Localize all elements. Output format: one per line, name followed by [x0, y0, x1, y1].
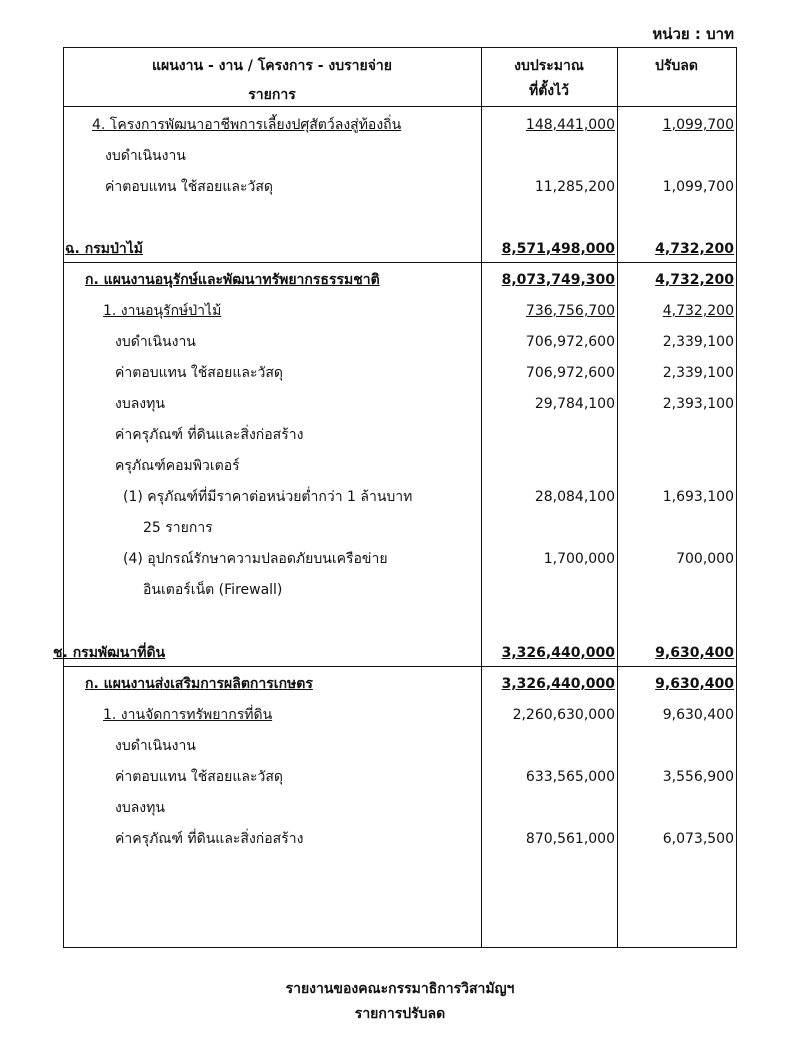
row-agri-plan-cut: 9,630,400 [655, 676, 734, 692]
header-cut: ปรับลด [655, 58, 698, 74]
footer-committee-report: รายงานของคณะกรรมาธิการวิสามัญฯ [285, 981, 515, 997]
row-forest-operating-label: งบดำเนินงาน [115, 334, 196, 350]
row-forest-investment-budget: 29,784,100 [534, 396, 615, 412]
row-livestock-compensation-budget: 11,285,200 [534, 179, 615, 195]
row-forest-investment-cut: 2,393,100 [662, 396, 734, 412]
row-land-management-label: 1. งานจัดการทรัพยากรที่ดิน [103, 707, 273, 723]
row-livestock-project-budget: 148,441,000 [525, 117, 615, 133]
row-forestry-dept-budget: 8,571,498,000 [501, 241, 615, 257]
unit-label: หน่วย : บาท [652, 25, 734, 43]
footer-cut-items: รายการปรับลด [354, 1006, 446, 1022]
row-livestock-operating-label: งบดำเนินงาน [105, 148, 186, 164]
row-land-operating-label: งบดำเนินงาน [115, 738, 196, 754]
row-forest-compensation-budget: 706,972,600 [525, 365, 615, 381]
header-plan-line1: แผนงาน - งาน / โครงการ - งบรายจ่าย [152, 58, 392, 74]
row-livestock-compensation-cut: 1,099,700 [662, 179, 734, 195]
row-livestock-project-label: 4. โครงการพัฒนาอาชีพการเลี้ยงปศุสัตว์ลงสู่ท้องถิ่น [92, 117, 402, 133]
row-conservation-plan-cut: 4,732,200 [655, 272, 734, 288]
header-bottom-border [63, 106, 737, 107]
header-budget-line2: ที่ตั้งไว้ [528, 83, 570, 99]
row-equipment-count-label: 25 รายการ [143, 520, 213, 536]
budget-table [53, 47, 737, 948]
row-land-equipment-label: ค่าครุภัณฑ์ ที่ดินและสิ่งก่อสร้าง [115, 831, 304, 847]
row-equipment-under-1m-label: (1) ครุภัณฑ์ที่มีราคาต่อหน่วยต่ำกว่า 1 ล้านบาท [123, 489, 413, 505]
row-land-equipment-cut: 6,073,500 [662, 831, 734, 847]
row-conservation-plan-budget: 8,073,749,300 [501, 272, 615, 288]
row-land-investment-label: งบลงทุน [115, 800, 165, 816]
row-land-equipment-budget: 870,561,000 [525, 831, 615, 847]
row-agri-plan-budget: 3,326,440,000 [501, 676, 615, 692]
row-forest-conservation-cut: 4,732,200 [662, 303, 734, 319]
row-forest-conservation-budget: 736,756,700 [525, 303, 615, 319]
row-equipment-under-1m-cut: 1,693,100 [662, 489, 734, 505]
row-land-dept-cut: 9,630,400 [655, 645, 734, 661]
header-plan-line2: รายการ [248, 87, 296, 103]
row-forest-operating-cut: 2,339,100 [662, 334, 734, 350]
row-land-management-budget: 2,260,630,000 [512, 707, 615, 723]
row-equipment-under-1m-budget: 28,084,100 [534, 489, 615, 505]
header-budget-line1: งบประมาณ [514, 58, 584, 74]
table-bottom-border [63, 947, 737, 948]
row-forest-operating-budget: 706,972,600 [525, 334, 615, 350]
row-firewall-label: อินเตอร์เน็ต (Firewall) [143, 582, 283, 598]
row-land-compensation-label: ค่าตอบแทน ใช้สอยและวัสดุ [115, 769, 283, 785]
row-computer-equipment-label: ครุภัณฑ์คอมพิวเตอร์ [115, 458, 240, 474]
row-forestry-dept-label: ฉ. กรมป่าไม้ [65, 241, 143, 257]
row-network-security-label: (4) อุปกรณ์รักษาความปลอดภัยบนเครือข่าย [123, 551, 388, 567]
row-land-dept-label: ช. กรมพัฒนาที่ดิน [53, 645, 166, 661]
row-agri-plan-label: ก. แผนงานส่งเสริมการผลิตการเกษตร [85, 676, 313, 692]
row-forest-compensation-cut: 2,339,100 [662, 365, 734, 381]
row-forest-compensation-label: ค่าตอบแทน ใช้สอยและวัสดุ [115, 365, 283, 381]
row-livestock-project-cut: 1,099,700 [662, 117, 734, 133]
left-border [63, 47, 64, 948]
row-conservation-plan-label: ก. แผนงานอนุรักษ์และพัฒนาทรัพยากรธรรมชาติ [85, 272, 380, 288]
row-forestry-dept-cut: 4,732,200 [655, 241, 734, 257]
table-top-border [63, 47, 737, 48]
row-land-compensation-budget: 633,565,000 [525, 769, 615, 785]
row-network-security-cut: 700,000 [676, 551, 734, 567]
row-livestock-compensation-label: ค่าตอบแทน ใช้สอยและวัสดุ [105, 179, 273, 195]
right-border [736, 47, 737, 948]
row-land-dept-budget: 3,326,440,000 [501, 645, 615, 661]
section-rule-land [63, 666, 736, 667]
row-land-management-cut: 9,630,400 [662, 707, 734, 723]
row-forest-conservation-label: 1. งานอนุรักษ์ป่าไม้ [103, 303, 222, 319]
row-land-compensation-cut: 3,556,900 [662, 769, 734, 785]
row-network-security-budget: 1,700,000 [543, 551, 615, 567]
row-forest-equipment-label: ค่าครุภัณฑ์ ที่ดินและสิ่งก่อสร้าง [115, 427, 304, 443]
row-forest-investment-label: งบลงทุน [115, 396, 165, 412]
section-rule-forestry [63, 262, 736, 263]
